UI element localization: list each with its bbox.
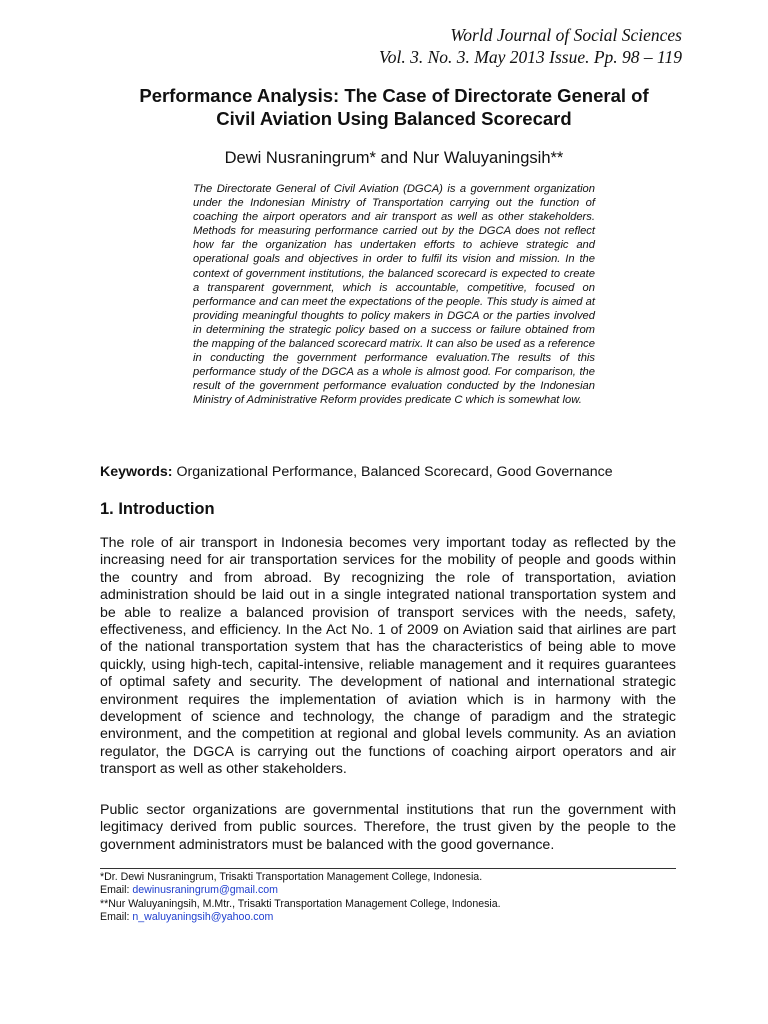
keywords (100, 463, 700, 481)
journal-name: World Journal of Social Sciences (450, 25, 682, 45)
paragraph: Public sector organizations are governmental institutions that run the government with legitimacy derived from public sources. Therefore, the trust given by the people to the government administrators must be balanced with the good governance. (100, 802, 676, 853)
email-link[interactable]: dewinusraningrum@gmail.com (132, 884, 278, 897)
keywords-text: Organizational Performance, Balanced Scorecard, Good Governance (176, 464, 613, 480)
keywords-label: Keywords: (100, 464, 173, 480)
email-label: Email: (100, 911, 130, 924)
paper-title (100, 84, 688, 130)
journal-header (379, 24, 682, 68)
footnote-divider (100, 868, 676, 869)
footnote-author-2: **Nur Waluyaningsih, M.Mtr., Trisakti Transportation Management College, Indonesia. (100, 897, 501, 910)
email-link[interactable]: n_waluyaningsih@yahoo.com (132, 911, 274, 924)
issue-info: Vol. 3. No. 3. May 2013 Issue. Pp. 98 – 119 (379, 47, 682, 67)
footnote-email-row (100, 884, 676, 897)
title-line-2: Civil Aviation Using Balanced Scorecard (216, 108, 572, 129)
title-line-1: Performance Analysis: The Case of Directorate General of (139, 85, 649, 106)
section-heading: 1. Introduction (100, 500, 215, 518)
footnotes (100, 871, 676, 925)
abstract: The Directorate General of Civil Aviation (DGCA) is a government organization under the Indonesian Ministry of Transportation carrying out the function of coaching the airport operators and air transport as well as other stakeholders. Methods for measuring performance carried out by the DGCA does not reflect how far the organization has undertaken efforts to achieve strategic and operational goals and objectives in order to fulfil its vision and mission. In the context of government institutions, the balanced scorecard is expected to create a transparent government, which is accountable, competitive, focused on performance and can meet the expectations of the people. This study is aimed at providing meaningful thoughts to policy makers in DGCA or the parties involved in determining the strategic policy based on a success or failure obtained from the mapping of the balanced scorecard matrix. It can also be used as a reference in conducting the government performance evaluation.The results of this performance study of the DGCA as a whole is almost good. For comparison, the result of the government performance evaluation conducted by the Indonesian Ministry of Administrative Reform provides predicate C which is somewhat low. (193, 183, 595, 407)
email-label: Email: (100, 884, 130, 897)
paragraph: The role of air transport in Indonesia becomes very important today as reflected by the increasing need for air transportation services for the mobility of people and goods within the country and from abroad. By recognizing the role of transportation, aviation administration should be laid out in a single integrated national transportation system and be able to realize a balanced provision of transport services with the needs, safety, effectiveness, and efficiency. In the Act No. 1 of 2009 on Aviation said that airlines are part of the national transportation system that has the characteristics of being able to move quickly, using high-tech, capital-intensive, reliable management and it requires guarantees of optimal safety and security. The development of national and international strategic environment requires the implementation of aviation which is in harmony with the development of science and technology, the change of paradigm and the strategic environment, and the competition at regional and global levels community. As an aviation regulator, the DGCA is carrying out the functions of coaching airport operators and air transport as well as other stakeholders. (100, 535, 676, 778)
footnote-email-row (100, 911, 676, 924)
authors: Dewi Nusraningrum* and Nur Waluyaningsih** (224, 149, 564, 167)
footnote-author-1: *Dr. Dewi Nusraningrum, Trisakti Transportation Management College, Indonesia. (100, 871, 483, 883)
